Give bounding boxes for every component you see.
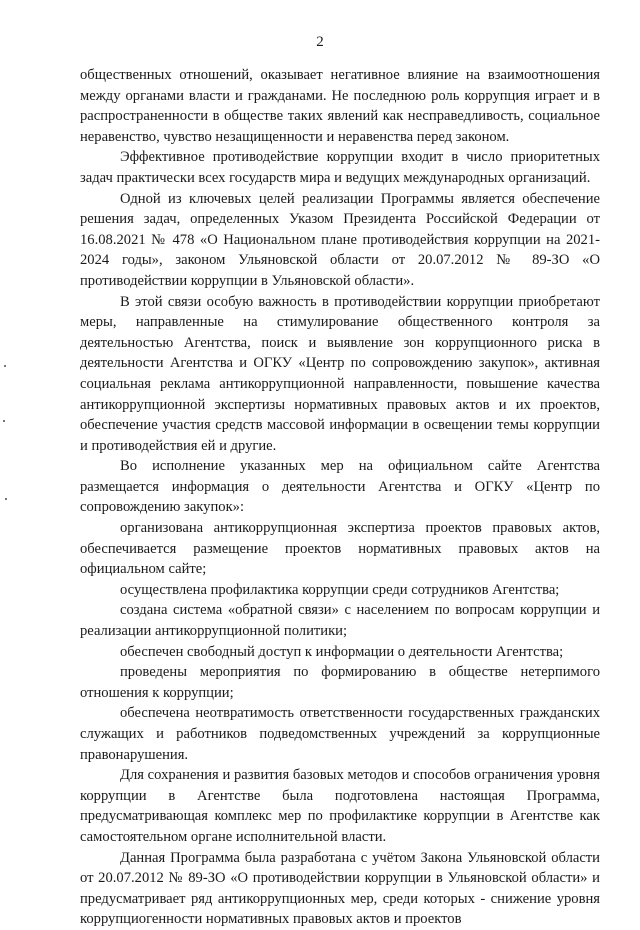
paragraph-program-developed: Данная Программа была разработана с учётом Закона Ульяновской области от 20.07.2012 № 89-ЗО «О противодействии коррупции в Ульяновской области» и предусматривает ряд антикоррупционных мер, среди которых - снижение уровня коррупциогенности нормативных правовых актов и проектов [80,849,600,928]
scan-artifact [4,365,6,367]
scan-artifact [3,420,5,422]
scan-artifact [5,498,7,500]
paragraph-website-info: Во исполнение указанных мер на официальном сайте Агентства размещается информация о деятельности Агентства и ОГКУ «Центр по сопровождению закупок»: [80,458,600,516]
paragraph-program-goals: Одной из ключевых целей реализации Программы является обеспечение решения задач, определенных Указом Президента Российской Федерации от 16.08.2021 № 478 «О Национальном плане противодействия коррупции на 2021-2024 годы», законом Ульяновской области от 20.07.2012 № 89-ЗО «О противодействии коррупции в Ульяновской области». [80,190,600,289]
paragraph-anticorruption-priority: Эффективное противодействие коррупции входит в число приоритетных задач практически всех государств мира и ведущих международных организаций. [80,149,600,186]
paragraph-program-prepared: Для сохранения и развития базовых методов и способов ограничения уровня коррупции в Агентстве была подготовлена настоящая Программа, предусматривающая комплекс мер по профилактике коррупции в Агентстве как самостоятельном органе исполнительной власти. [80,767,600,845]
list-item-access: обеспечен свободный доступ к информации о деятельности Агентства; [120,643,564,660]
paragraph-continuation: общественных отношений, оказывает негативное влияние на взаимоотношения между органами власти и гражданами. Не последнюю роль коррупция играет и в распространенности в обществе таких явлений как несправедливость, социальное неравенство, чувство незащищенности и неравенства перед законом. [80,67,600,145]
document-body [80,65,600,930]
list-item-feedback: создана система «обратной связи» с населением по вопросам коррупции и реализации антикоррупционной политики; [80,602,600,640]
list-item-prevention: осуществлена профилактика коррупции среди сотрудников Агентства; [120,581,560,598]
page-number: 2 [316,34,324,50]
list-item-intolerance: проведены мероприятия по формированию в обществе нетерпимого отношения к коррупции; [80,664,600,701]
list-item-expertise: организована антикоррупционная экспертиза проектов правовых актов, обеспечивается размещение проектов нормативных правовых актов на официальном сайте; [80,520,600,578]
list-item-responsibility: обеспечена неотвратимость ответственности государственных гражданских служащих и работников подведомственных учреждений за коррупционные правонарушения. [80,705,600,763]
paragraph-measures: В этой связи особую важность в противодействии коррупции приобретают меры, направленные на стимулирование общественного контроля за деятельностью Агентства, поиск и выявление зон коррупционного риска в деятельности Агентства и ОГКУ «Центр по сопровождению закупок», активная социальная реклама антикоррупционной направленности, повышение качества антикоррупционной экспертизы нормативных правовых актов и их проектов, обеспечение участия средств массовой информации в освещении темы коррупции и противодействия ей и другие. [80,293,600,454]
